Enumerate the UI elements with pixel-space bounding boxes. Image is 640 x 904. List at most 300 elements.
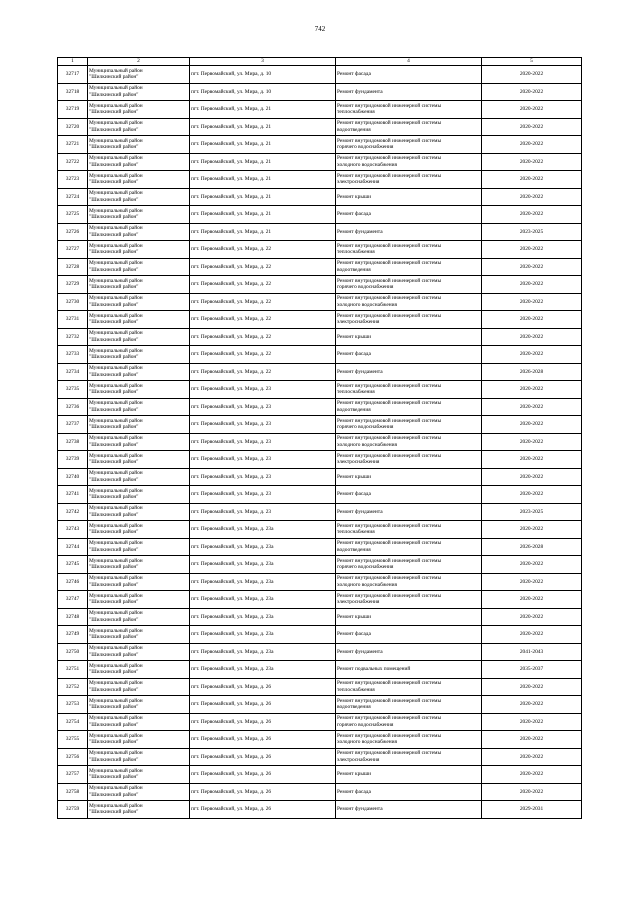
municipality-cell bbox=[88, 573, 190, 591]
municipality-line: Муниципальный район bbox=[89, 487, 143, 494]
municipality-cell bbox=[88, 696, 190, 714]
municipality-line: "Шилкинский район" bbox=[89, 529, 139, 536]
address-cell: пгт. Первомайский, ул. Мира, д. 23 bbox=[190, 381, 336, 399]
period-cell: 2020-2022 bbox=[482, 696, 582, 714]
row-number: 32732 bbox=[58, 328, 88, 346]
municipality-cell bbox=[88, 486, 190, 504]
period-cell: 2020-2022 bbox=[482, 748, 582, 766]
row-number: 32717 bbox=[58, 66, 88, 84]
table-row bbox=[58, 276, 582, 294]
municipality-line: Муниципальный район bbox=[89, 365, 143, 372]
municipality-cell bbox=[88, 451, 190, 469]
municipality-line: "Шилкинский район" bbox=[89, 809, 139, 816]
work-type-line: водоотведения bbox=[337, 406, 371, 413]
work-type-cell bbox=[336, 591, 482, 609]
work-type-cell bbox=[336, 626, 482, 644]
municipality-cell bbox=[88, 346, 190, 364]
work-type-line: Ремонт фундамента bbox=[337, 648, 383, 655]
work-type-line: Ремонт внутридомовой инженерной системы bbox=[337, 295, 442, 302]
work-type-line: горячего водоснабжения bbox=[337, 284, 394, 291]
table-row bbox=[58, 381, 582, 399]
work-type-line: Ремонт фасада bbox=[337, 211, 371, 218]
work-type-line: Ремонт фундамента bbox=[337, 806, 383, 813]
address-cell: пгт. Первомайский, ул. Мира, д. 26 bbox=[190, 713, 336, 731]
row-number: 32736 bbox=[58, 398, 88, 416]
period-cell: 2026-2028 bbox=[482, 363, 582, 381]
work-type-line: Ремонт фасада bbox=[337, 491, 371, 498]
table-row bbox=[58, 608, 582, 626]
work-type-line: холодного водоснабжения bbox=[337, 301, 397, 308]
work-type-line: холодного водоснабжения bbox=[337, 581, 397, 588]
address-cell: пгт. Первомайский, ул. Мира, д. 23а bbox=[190, 591, 336, 609]
work-type-cell bbox=[336, 381, 482, 399]
work-type-cell bbox=[336, 188, 482, 206]
municipality-line: "Шилкинский район" bbox=[89, 599, 139, 606]
address-cell: пгт. Первомайский, ул. Мира, д. 23а bbox=[190, 643, 336, 661]
address-cell: пгт. Первомайский, ул. Мира, д. 21 bbox=[190, 171, 336, 189]
municipality-cell bbox=[88, 766, 190, 784]
table-row bbox=[58, 328, 582, 346]
row-number: 32739 bbox=[58, 451, 88, 469]
work-type-line: Ремонт внутридомовой инженерной системы bbox=[337, 750, 442, 757]
address-cell: пгт. Первомайский, ул. Мира, д. 23 bbox=[190, 503, 336, 521]
address-cell: пгт. Первомайский, ул. Мира, д. 21 bbox=[190, 101, 336, 119]
municipality-cell bbox=[88, 101, 190, 119]
address-cell: пгт. Первомайский, ул. Мира, д. 21 bbox=[190, 136, 336, 154]
table-row bbox=[58, 223, 582, 241]
work-type-cell bbox=[336, 363, 482, 381]
municipality-line: Муниципальный район bbox=[89, 102, 143, 109]
row-number: 32735 bbox=[58, 381, 88, 399]
period-cell: 2020-2022 bbox=[482, 258, 582, 276]
work-type-line: теплоснабжения bbox=[337, 389, 375, 396]
address-cell: пгт. Первомайский, ул. Мира, д. 23а bbox=[190, 626, 336, 644]
table-row bbox=[58, 451, 582, 469]
work-type-line: Ремонт крыши bbox=[337, 333, 371, 340]
work-type-line: Ремонт фундамента bbox=[337, 508, 383, 515]
row-number: 32742 bbox=[58, 503, 88, 521]
row-number: 32729 bbox=[58, 276, 88, 294]
work-type-line: Ремонт внутридомовой инженерной системы bbox=[337, 382, 442, 389]
municipality-cell bbox=[88, 276, 190, 294]
address-cell: пгт. Первомайский, ул. Мира, д. 26 bbox=[190, 678, 336, 696]
municipality-line: "Шилкинский район" bbox=[89, 249, 139, 256]
work-type-cell bbox=[336, 451, 482, 469]
row-number: 32744 bbox=[58, 538, 88, 556]
municipality-line: "Шилкинский район" bbox=[89, 721, 139, 728]
table-row bbox=[58, 433, 582, 451]
work-type-cell bbox=[336, 258, 482, 276]
municipality-cell bbox=[88, 293, 190, 311]
municipality-line: Муниципальный район bbox=[89, 592, 143, 599]
municipality-line: Муниципальный район bbox=[89, 85, 143, 92]
municipality-line: Муниципальный район bbox=[89, 610, 143, 617]
work-type-line: Ремонт внутридомовой инженерной системы bbox=[337, 172, 442, 179]
row-number: 32726 bbox=[58, 223, 88, 241]
row-number: 32723 bbox=[58, 171, 88, 189]
municipality-line: Муниципальный район bbox=[89, 435, 143, 442]
period-cell: 2020-2022 bbox=[482, 451, 582, 469]
period-cell: 2023-2025 bbox=[482, 503, 582, 521]
row-number: 32757 bbox=[58, 766, 88, 784]
work-type-cell bbox=[336, 503, 482, 521]
municipality-line: "Шилкинский район" bbox=[89, 144, 139, 151]
table-row bbox=[58, 153, 582, 171]
period-cell: 2020-2022 bbox=[482, 293, 582, 311]
work-type-line: Ремонт крыши bbox=[337, 771, 371, 778]
work-type-cell bbox=[336, 486, 482, 504]
address-cell: пгт. Первомайский, ул. Мира, д. 26 bbox=[190, 766, 336, 784]
work-type-line: водоотведения bbox=[337, 266, 371, 273]
work-type-cell bbox=[336, 241, 482, 259]
table-row bbox=[58, 293, 582, 311]
row-number: 32745 bbox=[58, 556, 88, 574]
work-type-cell bbox=[336, 696, 482, 714]
address-cell: пгт. Первомайский, ул. Мира, д. 21 bbox=[190, 206, 336, 224]
municipality-line: "Шилкинский район" bbox=[89, 651, 139, 658]
work-type-cell bbox=[336, 136, 482, 154]
municipality-line: "Шилкинский район" bbox=[89, 214, 139, 221]
address-cell: пгт. Первомайский, ул. Мира, д. 22 bbox=[190, 346, 336, 364]
municipality-cell bbox=[88, 188, 190, 206]
work-type-cell bbox=[336, 66, 482, 84]
municipality-line: "Шилкинский район" bbox=[89, 739, 139, 746]
work-type-line: горячего водоснабжения bbox=[337, 721, 394, 728]
municipality-cell bbox=[88, 363, 190, 381]
row-number: 32743 bbox=[58, 521, 88, 539]
work-type-line: электроснабжения bbox=[337, 599, 380, 606]
table-row bbox=[58, 538, 582, 556]
address-cell: пгт. Первомайский, ул. Мира, д. 22 bbox=[190, 276, 336, 294]
address-cell: пгт. Первомайский, ул. Мира, д. 22 bbox=[190, 363, 336, 381]
municipality-line: "Шилкинский район" bbox=[89, 476, 139, 483]
row-number: 32728 bbox=[58, 258, 88, 276]
municipality-line: "Шилкинский район" bbox=[89, 406, 139, 413]
municipality-line: Муниципальный район bbox=[89, 277, 143, 284]
municipality-line: "Шилкинский район" bbox=[89, 336, 139, 343]
period-cell: 2020-2022 bbox=[482, 206, 582, 224]
municipality-line: Муниципальный район bbox=[89, 662, 143, 669]
municipality-line: "Шилкинский район" bbox=[89, 196, 139, 203]
municipality-line: "Шилкинский район" bbox=[89, 441, 139, 448]
row-number: 32756 bbox=[58, 748, 88, 766]
table-row bbox=[58, 136, 582, 154]
work-type-cell bbox=[336, 643, 482, 661]
municipality-line: Муниципальный район bbox=[89, 382, 143, 389]
period-cell: 2020-2022 bbox=[482, 783, 582, 801]
municipality-line: "Шилкинский район" bbox=[89, 301, 139, 308]
municipality-cell bbox=[88, 801, 190, 819]
municipality-cell bbox=[88, 223, 190, 241]
work-type-line: Ремонт крыши bbox=[337, 473, 371, 480]
work-type-cell bbox=[336, 83, 482, 101]
period-cell: 2020-2022 bbox=[482, 468, 582, 486]
work-type-cell bbox=[336, 713, 482, 731]
row-number: 32755 bbox=[58, 731, 88, 749]
row-number: 32747 bbox=[58, 591, 88, 609]
table-row bbox=[58, 643, 582, 661]
municipality-line: Муниципальный район bbox=[89, 242, 143, 249]
address-cell: пгт. Первомайский, ул. Мира, д. 26 bbox=[190, 748, 336, 766]
municipality-line: Муниципальный район bbox=[89, 330, 143, 337]
address-cell: пгт. Первомайский, ул. Мира, д. 21 bbox=[190, 118, 336, 136]
column-header: 2 bbox=[88, 58, 190, 66]
municipality-cell bbox=[88, 328, 190, 346]
work-type-line: Ремонт фундамента bbox=[337, 228, 383, 235]
address-cell: пгт. Первомайский, ул. Мира, д. 23а bbox=[190, 521, 336, 539]
work-type-line: Ремонт крыши bbox=[337, 613, 371, 620]
address-cell: пгт. Первомайский, ул. Мира, д. 22 bbox=[190, 293, 336, 311]
period-cell: 2023-2025 bbox=[482, 223, 582, 241]
work-type-cell bbox=[336, 556, 482, 574]
work-type-line: Ремонт внутридомовой инженерной системы bbox=[337, 242, 442, 249]
municipality-cell bbox=[88, 381, 190, 399]
work-type-cell bbox=[336, 416, 482, 434]
work-type-line: Ремонт фасада bbox=[337, 71, 371, 78]
municipality-line: Муниципальный район bbox=[89, 785, 143, 792]
work-type-line: холодного водоснабжения bbox=[337, 161, 397, 168]
period-cell: 2020-2022 bbox=[482, 416, 582, 434]
municipality-line: "Шилкинский район" bbox=[89, 511, 139, 518]
period-cell: 2020-2022 bbox=[482, 713, 582, 731]
municipality-line: Муниципальный район bbox=[89, 400, 143, 407]
municipality-line: "Шилкинский район" bbox=[89, 91, 139, 98]
municipality-line: "Шилкинский район" bbox=[89, 371, 139, 378]
municipality-line: "Шилкинский район" bbox=[89, 109, 139, 116]
work-type-line: Ремонт фасада bbox=[337, 351, 371, 358]
municipality-line: Муниципальный район bbox=[89, 137, 143, 144]
municipality-cell bbox=[88, 643, 190, 661]
row-number: 32738 bbox=[58, 433, 88, 451]
address-cell: пгт. Первомайский, ул. Мира, д. 23а bbox=[190, 661, 336, 679]
period-cell: 2020-2022 bbox=[482, 171, 582, 189]
row-number: 32740 bbox=[58, 468, 88, 486]
municipality-cell bbox=[88, 468, 190, 486]
municipality-line: "Шилкинский район" bbox=[89, 546, 139, 553]
municipality-cell bbox=[88, 538, 190, 556]
table-row bbox=[58, 556, 582, 574]
municipality-cell bbox=[88, 678, 190, 696]
address-cell: пгт. Первомайский, ул. Мира, д. 26 bbox=[190, 731, 336, 749]
period-cell: 2020-2022 bbox=[482, 398, 582, 416]
municipality-line: Муниципальный район bbox=[89, 225, 143, 232]
period-cell: 2020-2022 bbox=[482, 381, 582, 399]
table-row bbox=[58, 783, 582, 801]
table-row bbox=[58, 713, 582, 731]
municipality-cell bbox=[88, 118, 190, 136]
work-type-cell bbox=[336, 573, 482, 591]
table-row bbox=[58, 416, 582, 434]
municipality-line: "Шилкинский район" bbox=[89, 616, 139, 623]
work-type-cell bbox=[336, 731, 482, 749]
municipality-line: Муниципальный район bbox=[89, 260, 143, 267]
work-type-line: Ремонт внутридомовой инженерной системы bbox=[337, 400, 442, 407]
municipality-line: Муниципальный район bbox=[89, 645, 143, 652]
municipality-line: Муниципальный район bbox=[89, 540, 143, 547]
municipality-line: "Шилкинский район" bbox=[89, 581, 139, 588]
municipality-cell bbox=[88, 591, 190, 609]
work-type-line: Ремонт фасада bbox=[337, 631, 371, 638]
table-row bbox=[58, 258, 582, 276]
row-number: 32719 bbox=[58, 101, 88, 119]
period-cell: 2020-2022 bbox=[482, 241, 582, 259]
row-number: 32749 bbox=[58, 626, 88, 644]
municipality-line: Муниципальный район bbox=[89, 207, 143, 214]
period-cell: 2020-2022 bbox=[482, 433, 582, 451]
address-cell: пгт. Первомайский, ул. Мира, д. 23а bbox=[190, 608, 336, 626]
row-number: 32730 bbox=[58, 293, 88, 311]
municipality-cell bbox=[88, 626, 190, 644]
work-type-line: Ремонт внутридомовой инженерной системы bbox=[337, 102, 442, 109]
municipality-cell bbox=[88, 206, 190, 224]
municipality-cell bbox=[88, 748, 190, 766]
municipality-line: "Шилкинский район" bbox=[89, 231, 139, 238]
work-type-line: Ремонт фасада bbox=[337, 788, 371, 795]
table-row bbox=[58, 118, 582, 136]
period-cell: 2020-2022 bbox=[482, 188, 582, 206]
municipality-cell bbox=[88, 83, 190, 101]
work-type-line: электроснабжения bbox=[337, 756, 380, 763]
row-number: 32720 bbox=[58, 118, 88, 136]
address-cell: пгт. Первомайский, ул. Мира, д. 10 bbox=[190, 66, 336, 84]
work-type-line: электроснабжения bbox=[337, 459, 380, 466]
address-cell: пгт. Первомайский, ул. Мира, д. 10 bbox=[190, 83, 336, 101]
table-row bbox=[58, 626, 582, 644]
work-type-cell bbox=[336, 311, 482, 329]
municipality-line: Муниципальный район bbox=[89, 172, 143, 179]
municipality-line: "Шилкинский район" bbox=[89, 284, 139, 291]
work-type-line: водоотведения bbox=[337, 546, 371, 553]
municipality-line: "Шилкинский район" bbox=[89, 756, 139, 763]
address-cell: пгт. Первомайский, ул. Мира, д. 23 bbox=[190, 433, 336, 451]
work-type-cell bbox=[336, 153, 482, 171]
period-cell: 2020-2022 bbox=[482, 608, 582, 626]
table-row bbox=[58, 83, 582, 101]
municipality-line: Муниципальный район bbox=[89, 417, 143, 424]
work-type-cell bbox=[336, 748, 482, 766]
address-cell: пгт. Первомайский, ул. Мира, д. 26 bbox=[190, 783, 336, 801]
work-type-line: теплоснабжения bbox=[337, 249, 375, 256]
work-type-line: Ремонт внутридомовой инженерной системы bbox=[337, 260, 442, 267]
period-cell: 2020-2022 bbox=[482, 591, 582, 609]
row-number: 32724 bbox=[58, 188, 88, 206]
period-cell: 2020-2022 bbox=[482, 521, 582, 539]
table-row bbox=[58, 678, 582, 696]
municipality-line: "Шилкинский район" bbox=[89, 161, 139, 168]
table-row bbox=[58, 591, 582, 609]
work-type-cell bbox=[336, 171, 482, 189]
work-type-line: горячего водоснабжения bbox=[337, 144, 394, 151]
work-type-cell bbox=[336, 538, 482, 556]
work-type-line: Ремонт фундамента bbox=[337, 88, 383, 95]
municipality-cell bbox=[88, 171, 190, 189]
work-type-cell bbox=[336, 678, 482, 696]
municipality-cell bbox=[88, 311, 190, 329]
table-row bbox=[58, 696, 582, 714]
period-cell: 2026-2028 bbox=[482, 538, 582, 556]
work-type-line: электроснабжения bbox=[337, 179, 380, 186]
row-number: 32718 bbox=[58, 83, 88, 101]
period-cell: 2035-2037 bbox=[482, 661, 582, 679]
row-number: 32752 bbox=[58, 678, 88, 696]
municipality-line: Муниципальный район bbox=[89, 732, 143, 739]
period-cell: 2020-2022 bbox=[482, 486, 582, 504]
municipality-cell bbox=[88, 608, 190, 626]
address-cell: пгт. Первомайский, ул. Мира, д. 23 bbox=[190, 451, 336, 469]
municipality-line: "Шилкинский район" bbox=[89, 389, 139, 396]
row-number: 32759 bbox=[58, 801, 88, 819]
row-number: 32754 bbox=[58, 713, 88, 731]
municipality-line: "Шилкинский район" bbox=[89, 634, 139, 641]
table-row bbox=[58, 66, 582, 84]
work-type-cell bbox=[336, 206, 482, 224]
work-type-cell bbox=[336, 801, 482, 819]
municipality-line: Муниципальный район bbox=[89, 295, 143, 302]
municipality-line: "Шилкинский район" bbox=[89, 74, 139, 81]
municipality-line: "Шилкинский район" bbox=[89, 266, 139, 273]
table-row bbox=[58, 573, 582, 591]
repair-schedule-table bbox=[57, 57, 582, 819]
municipality-line: Муниципальный район bbox=[89, 452, 143, 459]
table-row bbox=[58, 206, 582, 224]
work-type-line: Ремонт внутридомовой инженерной системы bbox=[337, 417, 442, 424]
work-type-line: теплоснабжения bbox=[337, 529, 375, 536]
page-number: 742 bbox=[314, 25, 326, 33]
row-number: 32722 bbox=[58, 153, 88, 171]
municipality-line: Муниципальный район bbox=[89, 312, 143, 319]
address-cell: пгт. Первомайский, ул. Мира, д. 23 bbox=[190, 468, 336, 486]
work-type-cell bbox=[336, 661, 482, 679]
row-number: 32733 bbox=[58, 346, 88, 364]
work-type-line: Ремонт внутридомовой инженерной системы bbox=[337, 680, 442, 687]
work-type-line: горячего водоснабжения bbox=[337, 424, 394, 431]
municipality-line: "Шилкинский район" bbox=[89, 354, 139, 361]
municipality-line: Муниципальный район bbox=[89, 767, 143, 774]
municipality-line: Муниципальный район bbox=[89, 575, 143, 582]
period-cell: 2020-2022 bbox=[482, 556, 582, 574]
work-type-cell bbox=[336, 101, 482, 119]
column-header: 1 bbox=[58, 58, 88, 66]
row-number: 32758 bbox=[58, 783, 88, 801]
table-row bbox=[58, 363, 582, 381]
table-row bbox=[58, 398, 582, 416]
table-body bbox=[58, 66, 582, 819]
work-type-line: Ремонт внутридомовой инженерной системы bbox=[337, 592, 442, 599]
period-cell: 2041-2043 bbox=[482, 643, 582, 661]
period-cell: 2020-2022 bbox=[482, 66, 582, 84]
municipality-line: "Шилкинский район" bbox=[89, 126, 139, 133]
row-number: 32748 bbox=[58, 608, 88, 626]
municipality-line: "Шилкинский район" bbox=[89, 774, 139, 781]
work-type-line: Ремонт внутридомовой инженерной системы bbox=[337, 540, 442, 547]
column-header: 5 bbox=[482, 58, 582, 66]
municipality-line: "Шилкинский район" bbox=[89, 669, 139, 676]
work-type-line: Ремонт внутридомовой инженерной системы bbox=[337, 277, 442, 284]
municipality-line: Муниципальный район bbox=[89, 750, 143, 757]
address-cell: пгт. Первомайский, ул. Мира, д. 21 bbox=[190, 153, 336, 171]
table-row bbox=[58, 311, 582, 329]
period-cell: 2020-2022 bbox=[482, 83, 582, 101]
municipality-cell bbox=[88, 153, 190, 171]
municipality-line: Муниципальный район bbox=[89, 190, 143, 197]
municipality-line: Муниципальный район bbox=[89, 697, 143, 704]
row-number: 32737 bbox=[58, 416, 88, 434]
work-type-line: Ремонт внутридомовой инженерной системы bbox=[337, 557, 442, 564]
row-number: 32750 bbox=[58, 643, 88, 661]
work-type-line: холодного водоснабжения bbox=[337, 441, 397, 448]
address-cell: пгт. Первомайский, ул. Мира, д. 23а bbox=[190, 538, 336, 556]
period-cell: 2020-2022 bbox=[482, 101, 582, 119]
